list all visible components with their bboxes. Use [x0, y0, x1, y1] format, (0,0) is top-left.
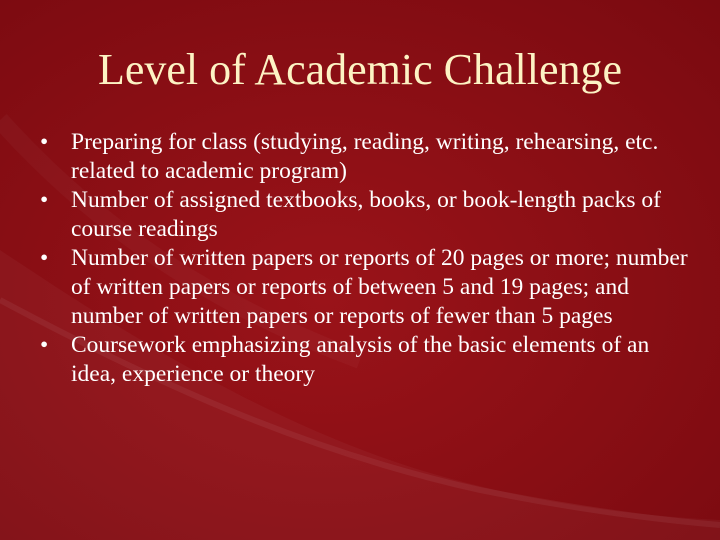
bullet-item	[40, 186, 690, 244]
bullet-list	[40, 128, 690, 389]
bullet-text: Number of written papers or reports of 20 pages or more; number of written papers or reports of between 5 and 19 pages; and number of written papers or reports of fewer than 5 pages	[71, 245, 688, 329]
bullet-item	[40, 128, 690, 186]
bullet-dot-icon: •	[40, 187, 49, 213]
bullet-text: Preparing for class (studying, reading, writing, rehearsing, etc. related to academic program)	[71, 129, 659, 184]
bullet-text: Coursework emphasizing analysis of the basic elements of an idea, experience or theory	[71, 332, 650, 387]
bullet-item	[40, 244, 690, 331]
bullet-dot-icon: •	[40, 332, 49, 358]
bullet-text: Number of assigned textbooks, books, or book-length packs of course readings	[71, 187, 662, 242]
slide-title: Level of Academic Challenge	[97, 45, 623, 94]
bullet-item	[40, 331, 690, 389]
bullet-dot-icon: •	[40, 245, 49, 271]
bullet-dot-icon: •	[40, 129, 49, 155]
